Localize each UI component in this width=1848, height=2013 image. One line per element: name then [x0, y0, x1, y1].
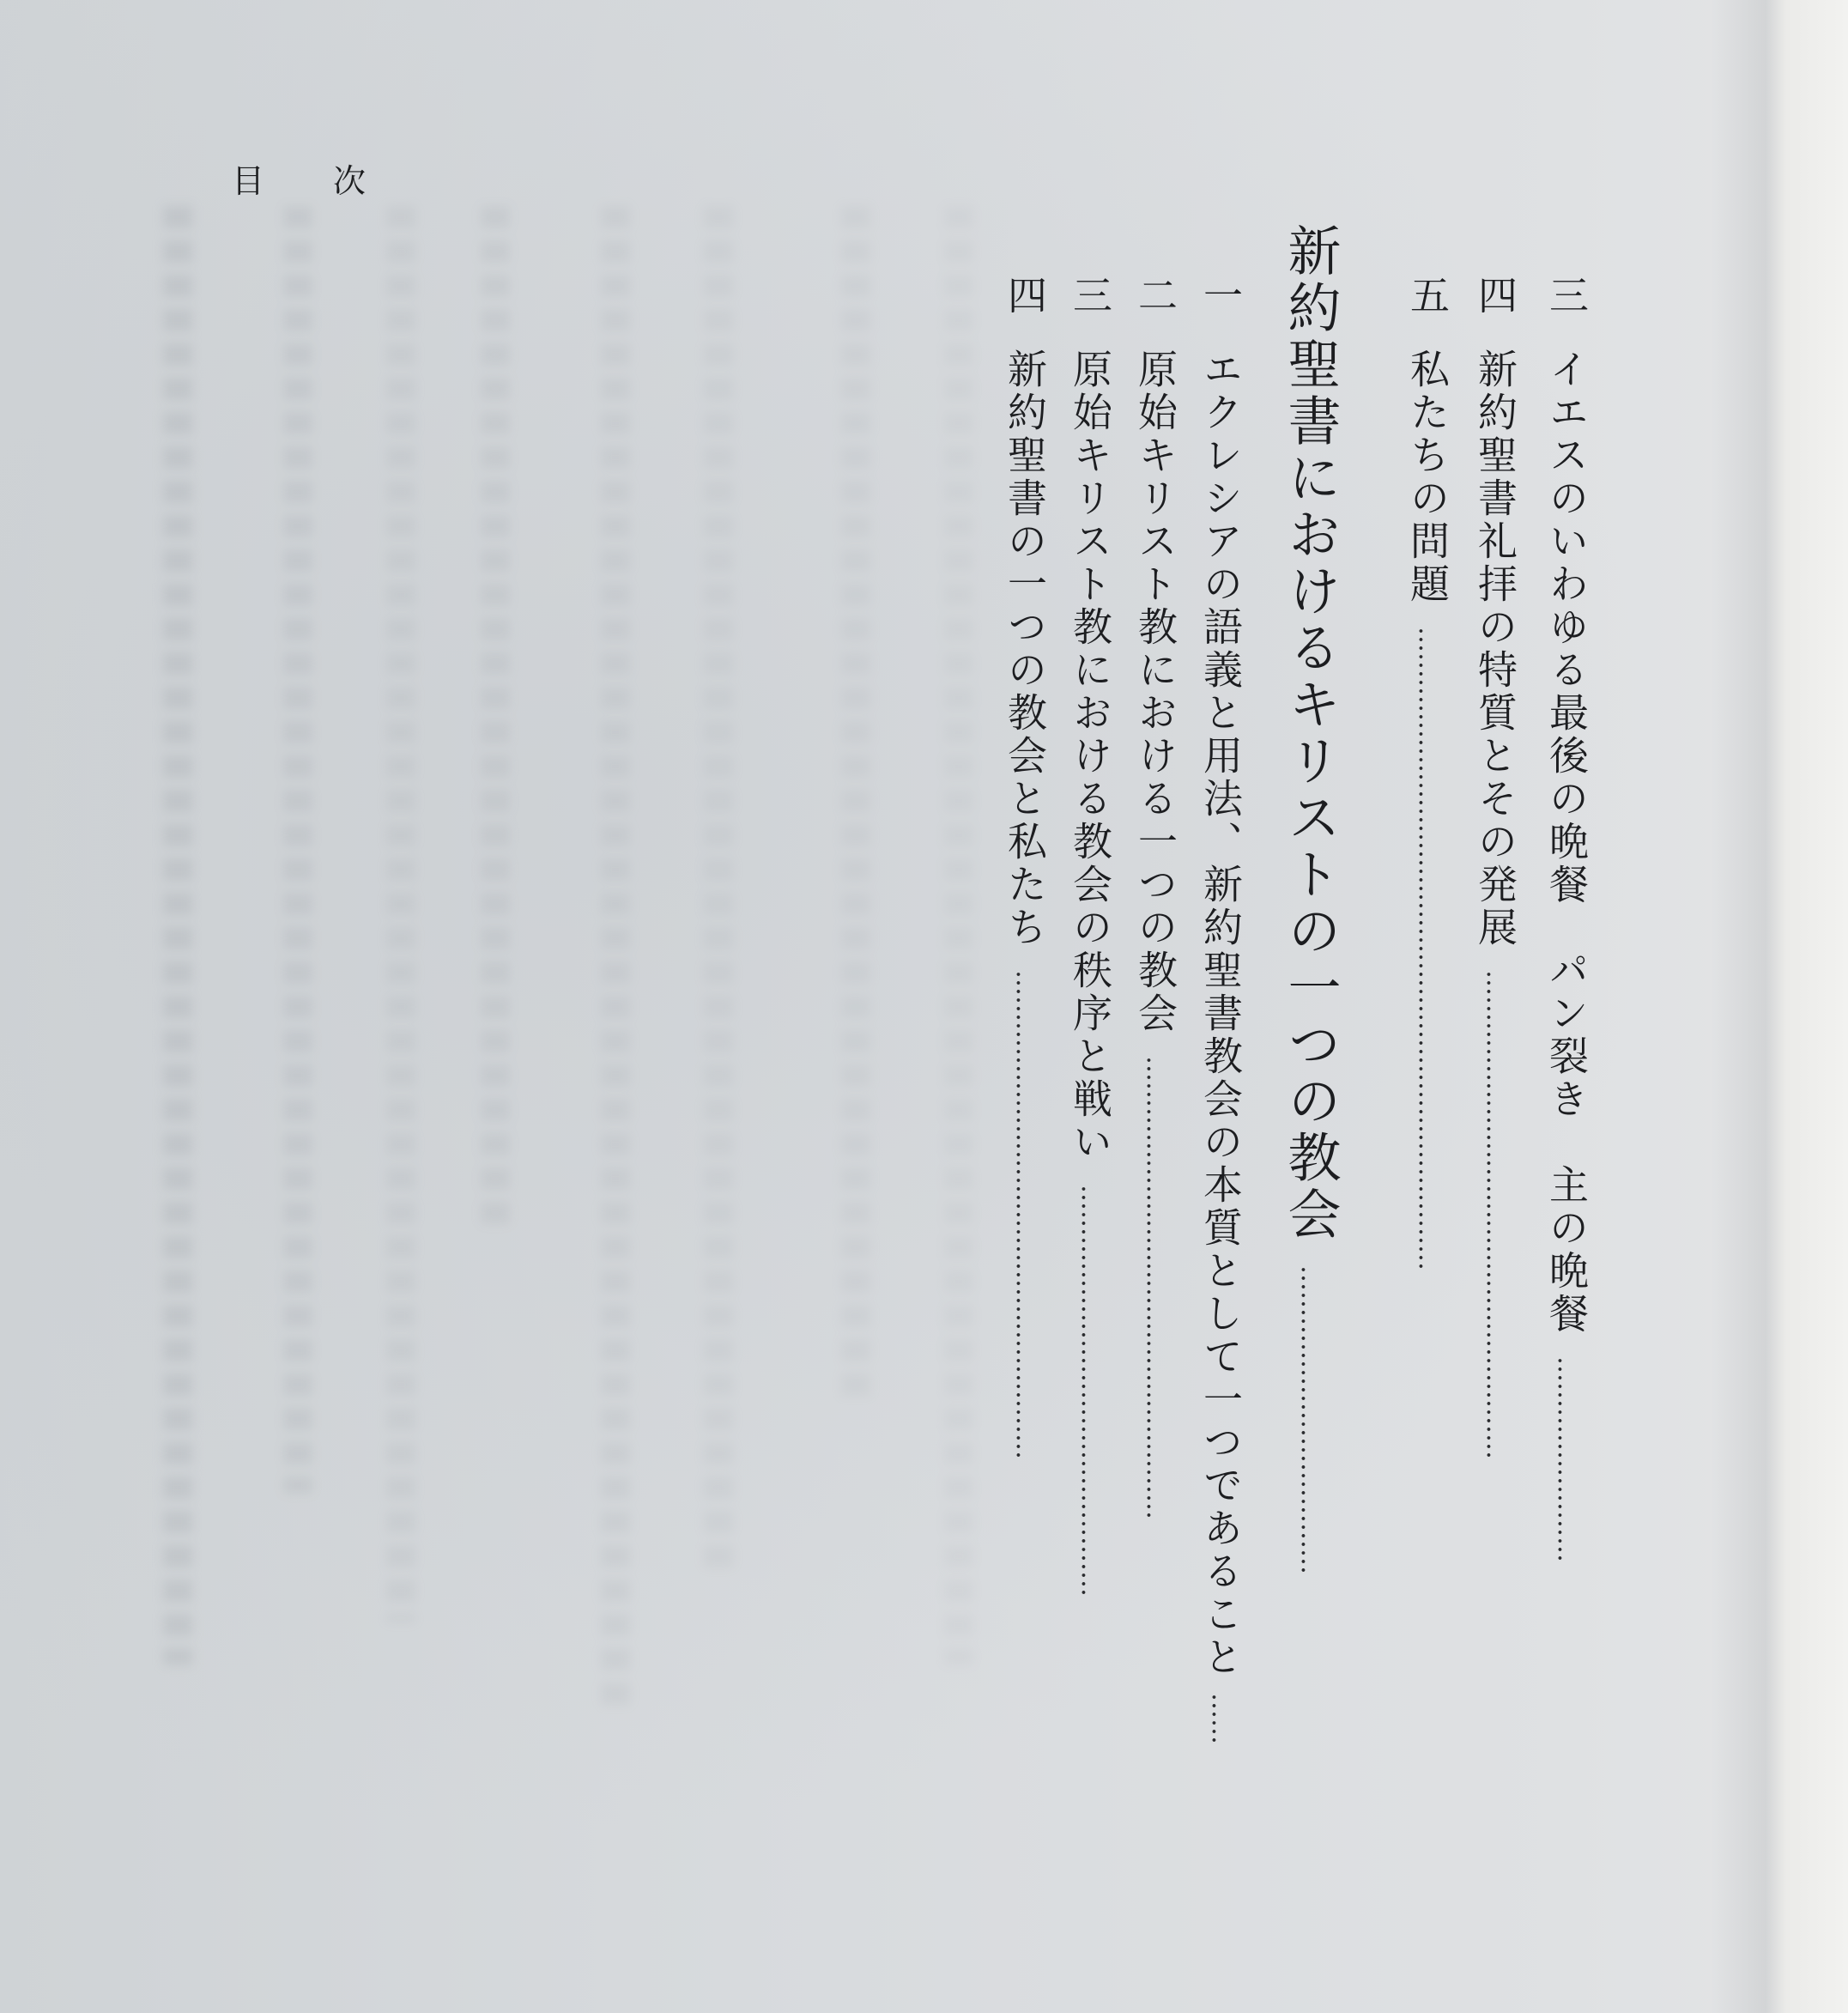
dot-leader: ………………………………………………: [1141, 1056, 1171, 1519]
dot-leader: …………………………………………: [1075, 1185, 1106, 1597]
entry-title: 新約聖書礼拝の特質とその発展: [1472, 349, 1518, 949]
dot-leader: ……………………: [1552, 1356, 1582, 1562]
toc-entry: [1195, 275, 1246, 1761]
entry-title: エクレシアの語義と用法、新約聖書教会の本質として一つであること: [1197, 349, 1244, 1679]
entry-number: 三: [1543, 275, 1590, 318]
header-char: 目: [232, 162, 265, 200]
toc-chapter: [1275, 223, 1344, 1574]
toc-entry: [1469, 275, 1521, 1914]
dot-leader: …………………………………………………………………: [1413, 627, 1443, 1270]
header-char: 次: [333, 162, 367, 200]
entry-title: 私たちの問題: [1404, 349, 1451, 606]
entry-number: 四: [1002, 275, 1048, 318]
toc-entry: [1402, 275, 1453, 1914]
entry-number: 一: [1197, 275, 1244, 318]
entry-title: 原始キリスト教における一つの教会: [1132, 349, 1178, 1035]
entry-title: 新約聖書の一つの教会と私たち: [1002, 349, 1048, 949]
dot-leader: ……: [1206, 1693, 1236, 1744]
entry-number: 三: [1067, 275, 1113, 318]
toc-entry: [999, 275, 1051, 1931]
entry-number: 二: [1132, 275, 1178, 318]
toc-entry: [1130, 275, 1181, 1957]
toc-entry: [1541, 275, 1592, 1640]
entry-number: 五: [1404, 275, 1451, 318]
dot-leader: ………………………………: [1295, 1265, 1325, 1574]
entry-title: 原始キリスト教における教会の秩序と戦い: [1067, 349, 1113, 1164]
chapter-title: 新約聖書におけるキリストの一つの教会: [1279, 223, 1342, 1243]
dot-leader: …………………………………………………: [1010, 970, 1040, 1459]
entry-number: 四: [1472, 275, 1518, 318]
toc-entry: [1064, 275, 1116, 1940]
entry-title: イエスのいわゆる最後の晩餐 パン裂き 主の晩餐: [1543, 349, 1590, 1336]
dot-leader: …………………………………………………: [1481, 970, 1511, 1459]
